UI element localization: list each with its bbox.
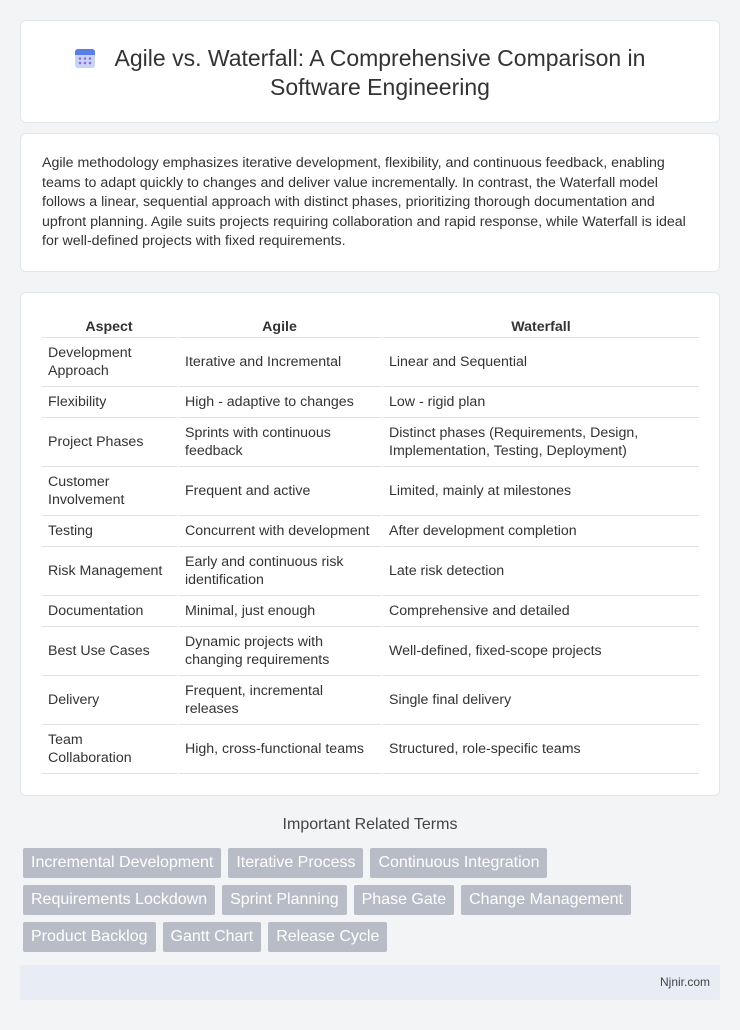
cell-aspect: Risk Management — [42, 547, 179, 596]
term-chip[interactable]: Iterative Process — [228, 848, 363, 878]
header-waterfall: Waterfall — [383, 316, 699, 338]
summary-card — [20, 133, 720, 272]
cell-waterfall: After development completion — [383, 516, 699, 547]
related-terms-heading: Important Related Terms — [282, 816, 458, 833]
cell-aspect: Testing — [42, 516, 179, 547]
related-terms-list — [23, 848, 723, 959]
cell-agile: High - adaptive to changes — [179, 387, 383, 418]
table-row — [42, 387, 699, 418]
table-row — [42, 516, 699, 547]
table-header-row — [42, 316, 699, 338]
cell-aspect: Team Collaboration — [42, 725, 179, 774]
footer-site-link[interactable]: Njnir.com — [659, 975, 710, 989]
table-row — [42, 547, 699, 596]
cell-agile: Sprints with continuous feedback — [179, 418, 383, 467]
cell-waterfall: Low - rigid plan — [383, 387, 699, 418]
comparison-table-card — [20, 292, 720, 796]
cell-aspect: Best Use Cases — [42, 627, 179, 676]
cell-agile: Frequent, incremental releases — [179, 676, 383, 725]
term-chip[interactable]: Incremental Development — [23, 848, 221, 878]
cell-aspect: Project Phases — [42, 418, 179, 467]
cell-agile: Concurrent with development — [179, 516, 383, 547]
cell-waterfall: Well-defined, fixed-scope projects — [383, 627, 699, 676]
table-row — [42, 596, 699, 627]
cell-waterfall: Single final delivery — [383, 676, 699, 725]
cell-aspect: Development Approach — [42, 338, 179, 387]
table-row — [42, 338, 699, 387]
term-chip[interactable]: Phase Gate — [354, 885, 455, 915]
page-title: Agile vs. Waterfall: A Comprehensive Comparison in Software Engineering — [114, 45, 646, 100]
header-aspect: Aspect — [42, 316, 179, 338]
cell-agile: Frequent and active — [179, 467, 383, 516]
cell-waterfall: Late risk detection — [383, 547, 699, 596]
cell-waterfall: Limited, mainly at milestones — [383, 467, 699, 516]
comparison-table — [42, 316, 699, 774]
cell-aspect: Customer Involvement — [42, 467, 179, 516]
cell-waterfall: Comprehensive and detailed — [383, 596, 699, 627]
term-chip[interactable]: Change Management — [461, 885, 631, 915]
term-chip[interactable]: Product Backlog — [23, 922, 156, 952]
table-row — [42, 725, 699, 774]
cell-agile: Iterative and Incremental — [179, 338, 383, 387]
cell-waterfall: Structured, role-specific teams — [383, 725, 699, 774]
term-chip[interactable]: Sprint Planning — [222, 885, 347, 915]
cell-aspect: Flexibility — [42, 387, 179, 418]
cell-waterfall: Distinct phases (Requirements, Design, Implementation, Testing, Deployment) — [383, 418, 699, 467]
cell-aspect: Documentation — [42, 596, 179, 627]
term-chip[interactable]: Continuous Integration — [370, 848, 547, 878]
term-chip[interactable]: Release Cycle — [268, 922, 387, 952]
cell-agile: Minimal, just enough — [179, 596, 383, 627]
header-agile: Agile — [179, 316, 383, 338]
cell-aspect: Delivery — [42, 676, 179, 725]
term-chip[interactable]: Gantt Chart — [163, 922, 262, 952]
title-card — [20, 20, 720, 123]
term-chip[interactable]: Requirements Lockdown — [23, 885, 215, 915]
footer — [20, 965, 720, 1000]
summary-paragraph: Agile methodology emphasizes iterative development, flexibility, and continuous feedback, enabling teams to adapt quickly to changes and deliver value incrementally. In contrast, the Waterfall model follows a linear, sequential approach with distinct phases, prioritizing thorough documentation and upfront planning. Agile suits projects requiring collaboration and rapid response, while Waterfall is ideal for well-defined projects with fixed requirements. — [42, 155, 686, 249]
cell-waterfall: Linear and Sequential — [383, 338, 699, 387]
cell-agile: High, cross-functional teams — [179, 725, 383, 774]
table-row — [42, 467, 699, 516]
table-row — [42, 418, 699, 467]
table-row — [42, 676, 699, 725]
cell-agile: Dynamic projects with changing requirements — [179, 627, 383, 676]
cell-agile: Early and continuous risk identification — [179, 547, 383, 596]
table-row — [42, 627, 699, 676]
